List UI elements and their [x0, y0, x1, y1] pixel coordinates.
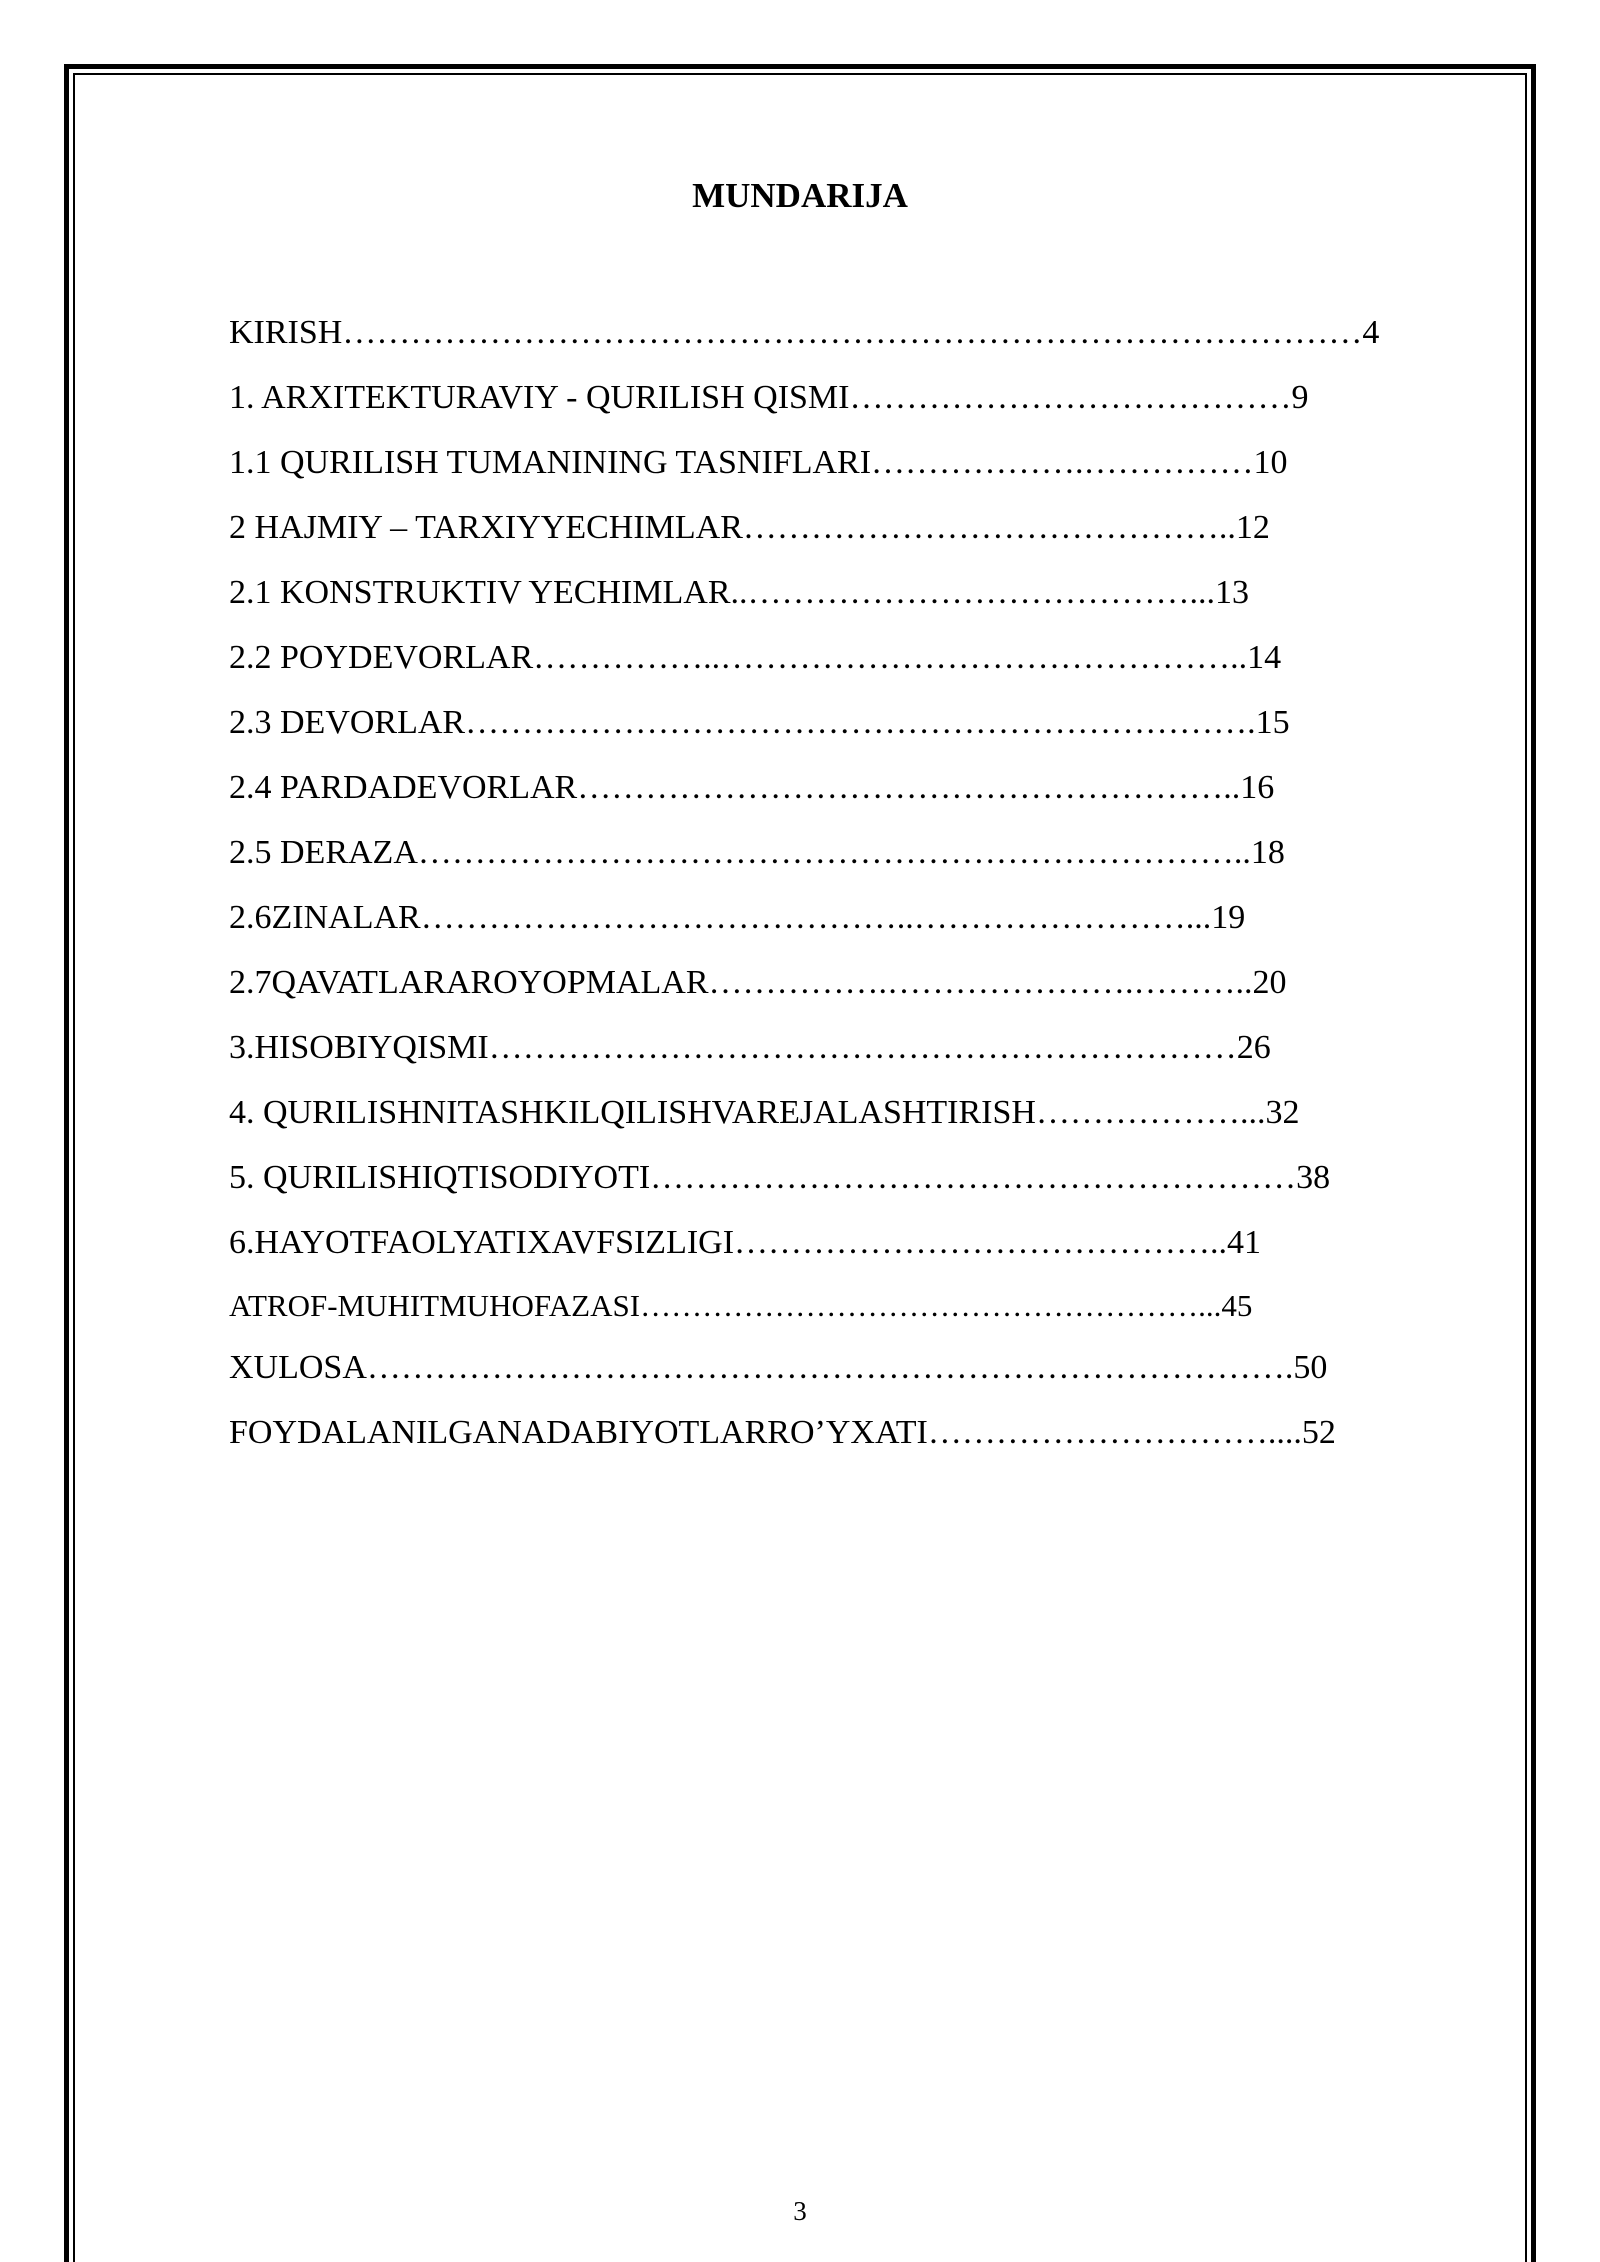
toc-entry-xulosa	[229, 1348, 1327, 1388]
toc-entry-text: ATROF-MUHITMUHOFAZASI	[229, 1288, 641, 1323]
toc-entry-2-3	[229, 703, 1290, 743]
toc-entry-leader: ……………..………………………………………..	[533, 639, 1248, 676]
toc-entry-text: KIRISH	[229, 314, 343, 351]
toc-entry-text: 1.1 QURILISH TUMANINING TASNIFLARI	[229, 444, 872, 481]
toc-entry-leader: ………………..	[1035, 1094, 1257, 1131]
toc-entry-leader: …………….………………….………..	[708, 964, 1253, 1001]
toc-entry-3	[229, 1028, 1271, 1068]
toc-entry-2-5	[229, 833, 1285, 873]
toc-entry-page: 20	[1252, 964, 1287, 1001]
toc-entry-page: 14	[1247, 639, 1282, 676]
toc-entry-text: 2 HAJMIY – TARXIYYECHIMLAR	[229, 509, 743, 546]
toc-entry-page: .13	[1206, 574, 1249, 611]
toc-entry-text: 2.3 DEVORLAR	[229, 704, 466, 741]
toc-entry-leader: …………………………..	[927, 1414, 1285, 1451]
toc-entry-text: 2.6ZINALAR	[229, 899, 421, 936]
toc-entry-2-1	[229, 573, 1249, 613]
toc-entry-page: ..52	[1284, 1414, 1336, 1451]
toc-entry-leader: ……………………………………..	[734, 1224, 1228, 1261]
toc-entry-leader: ……………………………………..……………………..	[420, 899, 1203, 936]
toc-entry-page: 18	[1250, 834, 1285, 871]
toc-entry-6	[229, 1223, 1261, 1263]
toc-entry-page: 4	[1362, 314, 1380, 351]
toc-entry-leader: ………………………………………………………………………………	[342, 314, 1363, 351]
toc-entry-adabiyotlar	[229, 1413, 1336, 1453]
toc-entry-page: ..45	[1205, 1288, 1253, 1323]
page-number: 3	[793, 2196, 807, 2226]
toc-entry-leader: …………………………………………………..	[577, 769, 1241, 806]
toc-entry-text: 2.2 POYDEVORLAR	[229, 639, 534, 676]
toc-entry-page: 50	[1293, 1349, 1328, 1386]
page-title: MUNDARIJA	[692, 176, 908, 215]
toc-entry-leader: ……………………………………..	[742, 509, 1236, 546]
toc-entry-page: .19	[1202, 899, 1246, 936]
toc-entry-page: 38	[1296, 1159, 1331, 1196]
toc-entry-page: .32	[1256, 1094, 1300, 1131]
toc-entry-2-2	[229, 638, 1281, 678]
toc-entry-leader: …………………………………	[849, 379, 1292, 416]
toc-entry-text: 3.HISOBIYQISMI	[229, 1029, 489, 1066]
toc-entry-leader: …………………………………………………	[650, 1159, 1297, 1196]
toc-entry-page: 41	[1227, 1224, 1262, 1261]
toc-entry-leader: …………………………………..	[747, 574, 1207, 611]
toc-entry-text: 5. QURILISHIQTISODIYOTI	[229, 1159, 651, 1196]
toc-entry-text: 2.4 PARDADEVORLAR	[229, 769, 578, 806]
toc-entry-1-1	[229, 443, 1288, 483]
toc-entry-text: 4. QURILISHNITASHKILQILISHVAREJALASHTIRISH	[229, 1094, 1036, 1131]
toc-entry-text: XULOSA	[229, 1349, 367, 1386]
toc-entry-page: 12	[1235, 509, 1270, 546]
toc-entry-atrof	[229, 1286, 1252, 1326]
toc-entry-text: 6.HAYOTFAOLYATIXAVFSIZLIGI	[229, 1224, 735, 1261]
toc-entry-text: 2.7QAVATLARAROYOPMALAR	[229, 964, 709, 1001]
toc-entry-text: 1. ARXITEKTURAVIY - QURILISH QISMI	[229, 379, 850, 416]
toc-entry-page: 9	[1291, 379, 1309, 416]
toc-entry-page: 26	[1236, 1029, 1271, 1066]
toc-entry-page: 10	[1253, 444, 1288, 481]
toc-entry-2-4	[229, 768, 1274, 808]
toc-entry-leader: ……………………………………………………………………….	[366, 1349, 1294, 1386]
toc-entry-5	[229, 1158, 1330, 1198]
toc-entry-text: 2.5 DERAZA	[229, 834, 418, 871]
toc-entry-1	[229, 378, 1308, 418]
toc-entry-page: 15	[1255, 704, 1290, 741]
toc-entry-leader: ………………………………………………………………..	[417, 834, 1251, 871]
toc-entry-leader: ……………………………………………….	[640, 1288, 1206, 1323]
toc-entry-page: 16	[1240, 769, 1275, 806]
toc-entry-text: FOYDALANILGANADABIYOTLARRO’YXATI	[229, 1414, 928, 1451]
toc-entry-2	[229, 508, 1270, 548]
toc-entry-2-7	[229, 963, 1287, 1003]
toc-entry-text: 2.1 KONSTRUKTIV YECHIMLAR..	[229, 574, 748, 611]
toc-entry-4	[229, 1093, 1299, 1133]
toc-entry-kirish	[229, 313, 1379, 353]
toc-entry-leader: …………………………………………………………	[488, 1029, 1237, 1066]
toc-entry-leader: ……………….……………	[871, 444, 1254, 481]
toc-entry-leader: …………………………………………………………….	[465, 704, 1256, 741]
toc-entry-2-6	[229, 898, 1245, 938]
